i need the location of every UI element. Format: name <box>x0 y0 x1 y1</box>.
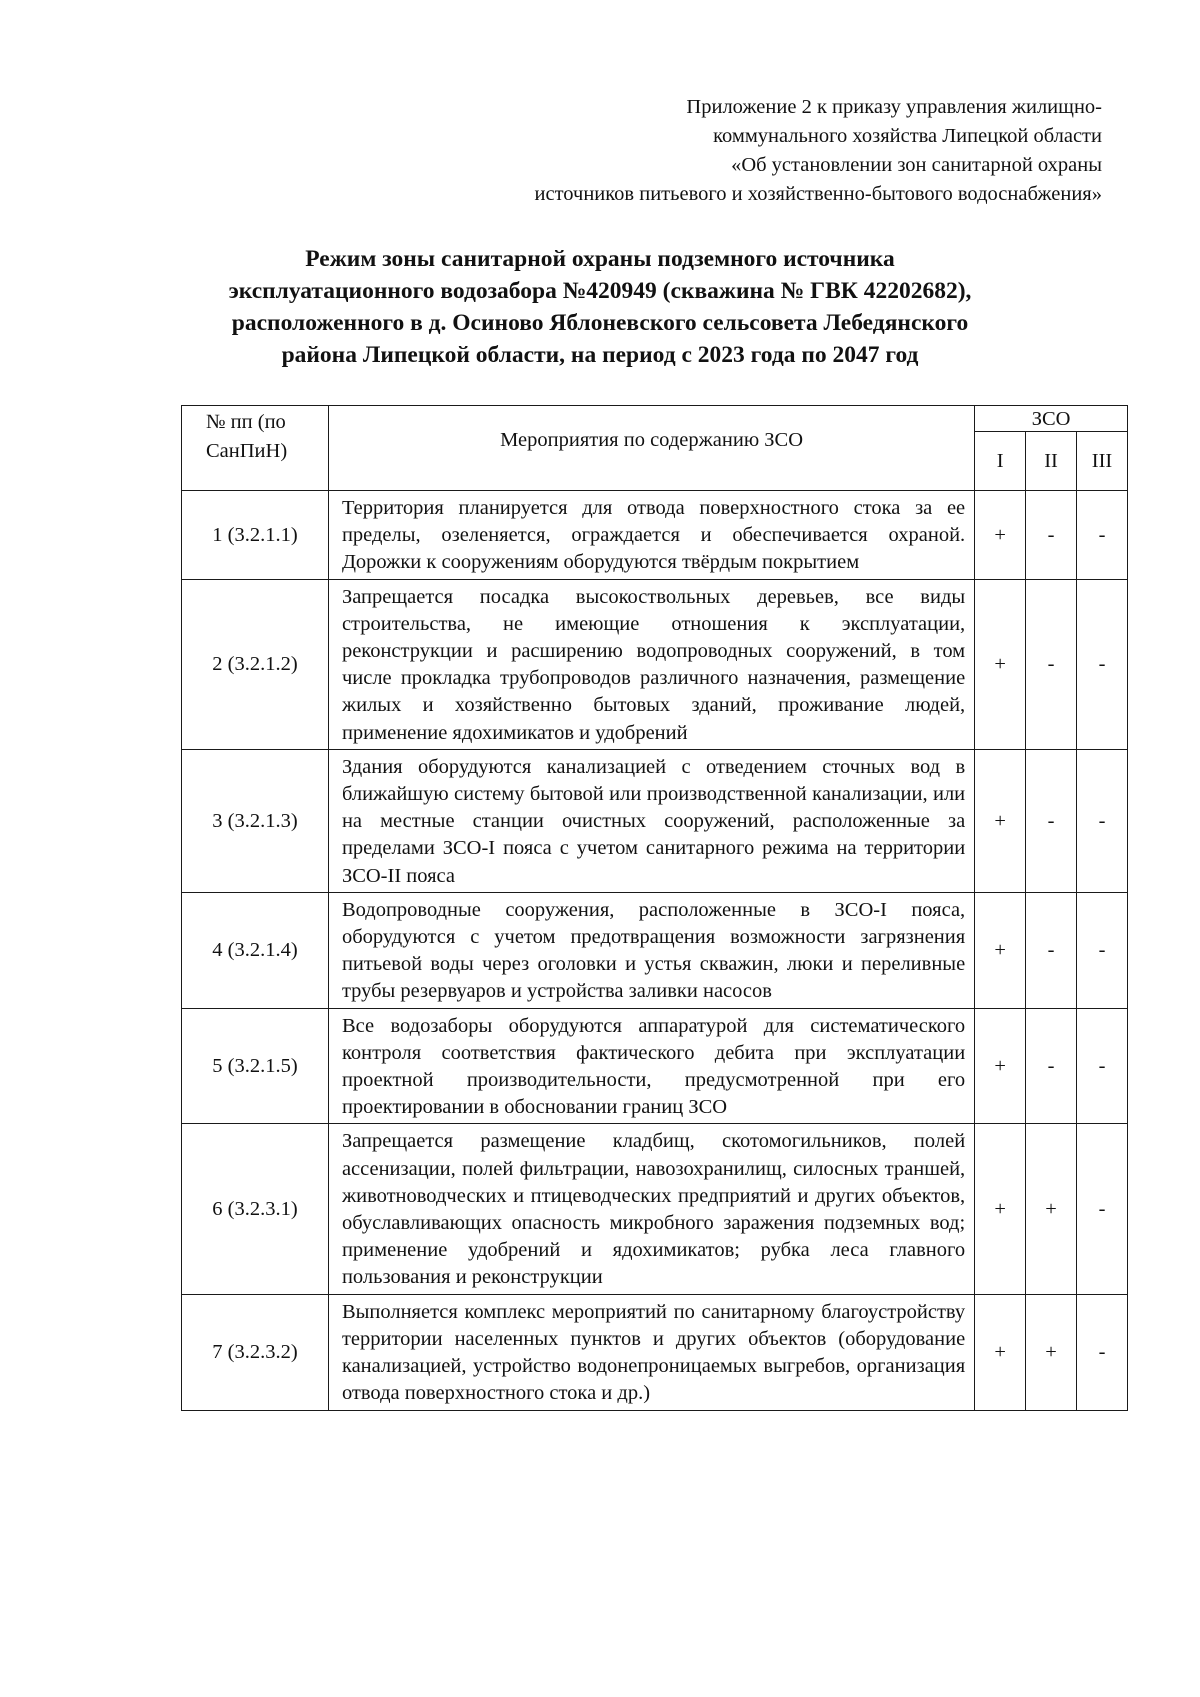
appendix-line: источников питьевого и хозяйственно-бытового водоснабжения» <box>534 183 1102 205</box>
header-zone-1: I <box>975 432 1026 491</box>
row-zone-3: - <box>1077 579 1128 749</box>
row-zone-3: - <box>1077 1124 1128 1294</box>
row-activity: Водопроводные сооружения, расположенные в ЗСО-I пояса, оборудуются с учетом предотвращения возможности загрязнения питьевой воды через оголовки и устья скважин, люки и переливные трубы резервуаров и устройства заливки насосов <box>328 892 974 1008</box>
row-activity: Запрещается посадка высокоствольных деревьев, все виды строительства, не имеющие отношения к эксплуатации, реконструкции и расширению водопроводных сооружений, в том числе прокладка трубопроводов различного назначения, размещение жилых и хозяйственно бытовых зданий, проживание людей, применение ядохимикатов и удобрений <box>328 579 974 749</box>
row-num: 6 (3.2.3.1) <box>182 1124 329 1294</box>
row-activity: Выполняется комплекс мероприятий по санитарному благоустройству территории населенных пунктов и других объектов (оборудование канализацией, устройство водонепроницаемых выгребов, организация отвода поверхностного стока и др.) <box>328 1294 974 1410</box>
document-title <box>100 243 1100 371</box>
appendix-line: Приложение 2 к приказу управления жилищно- <box>686 96 1102 118</box>
row-activity: Территория планируется для отвода поверхностного стока за ее пределы, озеленяется, ограждается и обеспечивается охраной. Дорожки к сооружениям оборудуются твёрдым покрытием <box>328 491 974 580</box>
table-row <box>182 1294 1128 1410</box>
header-num: № пп (по СанПиН) <box>182 406 329 491</box>
appendix-line: коммунального хозяйства Липецкой области <box>713 125 1102 147</box>
row-zone-2: - <box>1026 1008 1077 1124</box>
row-zone-3: - <box>1077 491 1128 580</box>
title-line: эксплуатационного водозабора №420949 (скважина № ГВК 42202682), <box>228 278 972 304</box>
row-zone-3: - <box>1077 1294 1128 1410</box>
row-activity: Запрещается размещение кладбищ, скотомогильников, полей ассенизации, полей фильтрации, навозохранилищ, силосных траншей, животноводческих и птицеводческих предприятий и других объектов, обуславливающих опасность микробного заражения подземных вод; применение удобрений и ядохимикатов; рубка леса главного пользования и реконструкции <box>328 1124 974 1294</box>
appendix-line: «Об установлении зон санитарной охраны <box>731 154 1102 176</box>
row-zone-1: + <box>975 1008 1026 1124</box>
row-zone-3: - <box>1077 749 1128 892</box>
row-zone-1: + <box>975 892 1026 1008</box>
row-zone-1: + <box>975 749 1026 892</box>
row-num: 5 (3.2.1.5) <box>182 1008 329 1124</box>
table-row <box>182 1008 1128 1124</box>
row-zone-2: - <box>1026 749 1077 892</box>
row-zone-3: - <box>1077 892 1128 1008</box>
table-row <box>182 1124 1128 1294</box>
title-line: Режим зоны санитарной охраны подземного источника <box>305 246 895 272</box>
table-row <box>182 749 1128 892</box>
header-zso: ЗСО <box>975 406 1128 432</box>
row-num: 7 (3.2.3.2) <box>182 1294 329 1410</box>
row-zone-1: + <box>975 491 1026 580</box>
row-zone-3: - <box>1077 1008 1128 1124</box>
row-activity: Все водозаборы оборудуются аппаратурой для систематического контроля соответствия фактического дебита при эксплуатации проектной производительности, предусмотренной при его проектировании в обосновании границ ЗСО <box>328 1008 974 1124</box>
title-line: района Липецкой области, на период с 2023 года по 2047 год <box>281 342 919 368</box>
table-header-row <box>182 406 1128 432</box>
row-zone-1: + <box>975 1124 1026 1294</box>
header-zone-2: II <box>1026 432 1077 491</box>
zso-regime-table <box>181 405 1128 1411</box>
row-zone-2: - <box>1026 892 1077 1008</box>
table-row <box>182 892 1128 1008</box>
header-activity: Мероприятия по содержанию ЗСО <box>328 406 974 491</box>
row-num: 2 (3.2.1.2) <box>182 579 329 749</box>
row-zone-2: - <box>1026 491 1077 580</box>
row-zone-1: + <box>975 1294 1026 1410</box>
title-line: расположенного в д. Осиново Яблоневского сельсовета Лебедянского <box>231 310 969 336</box>
row-num: 4 (3.2.1.4) <box>182 892 329 1008</box>
table-row <box>182 491 1128 580</box>
row-activity: Здания оборудуются канализацией с отведением сточных вод в ближайшую систему бытовой или производственной канализации, или на местные станции очистных сооружений, расположенные за пределами ЗСО-I пояса с учетом санитарного режима на территории ЗСО-II пояса <box>328 749 974 892</box>
row-num: 3 (3.2.1.3) <box>182 749 329 892</box>
row-zone-2: + <box>1026 1124 1077 1294</box>
row-num: 1 (3.2.1.1) <box>182 491 329 580</box>
appendix-note <box>382 93 1102 209</box>
table-row <box>182 579 1128 749</box>
row-zone-1: + <box>975 579 1026 749</box>
row-zone-2: + <box>1026 1294 1077 1410</box>
header-zone-3: III <box>1077 432 1128 491</box>
row-zone-2: - <box>1026 579 1077 749</box>
